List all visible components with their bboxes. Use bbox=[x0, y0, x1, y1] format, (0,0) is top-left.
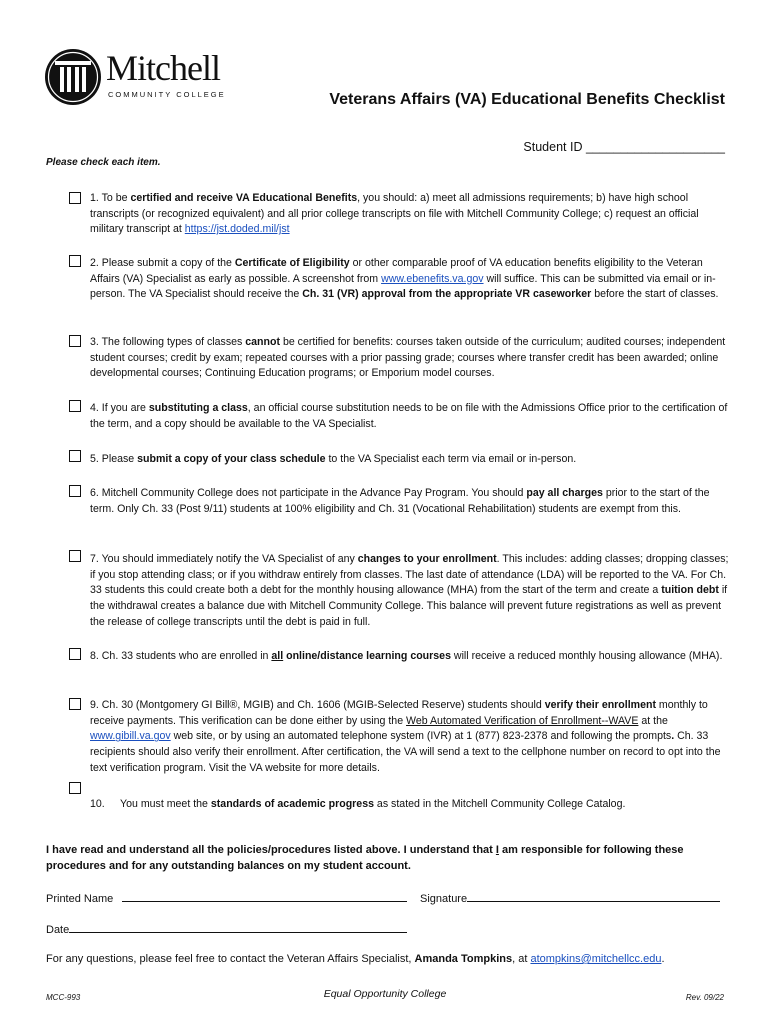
checklist-item-9: 9. Ch. 30 (Montgomery GI Bill®, MGIB) and Ch. 1606 (MGIB-Selected Reserve) students should verify their enrollment monthly to receive payments. This verification can be done either by using the Web Automated Verification of Enrollment--WAVE at the www.gibill.va.gov web site, or by using an automated telephone system (IVR) at 1 (877) 823-2378 and following the prompts. Ch. 33 recipients should also verify their enrollment. After certification, the VA will send a text to the cellphone number on record to opt into the text verification program. Visit the VA website for more details. bbox=[90, 699, 721, 774]
checklist-item-4: 4. If you are substituting a class, an official course substitution needs to be on file with the Admissions Office prior to the certification of the term, and a copy should be available to the VA Specialist. bbox=[90, 402, 728, 430]
signature-label: Signature bbox=[420, 893, 468, 905]
email-link[interactable]: atompkins@mitchellcc.edu bbox=[530, 953, 662, 965]
form-code: MCC-993 bbox=[46, 993, 81, 1002]
checklist-item-7: 7. You should immediately notify the VA Specialist of any changes to your enrollment. This includes: adding classes; dropping classes; if you stop attending class; or if you withdraw entirely from classes. The last date of attendance (LDA) will be reported to the VA. For Ch. 33 students this could create both a debt for the monthly housing allowance (MHA) from the start of the term and create a tuition debt if the withdrawal creates a balance due with Mitchell Community College. This balance will prevent future registrations as well as prevent the release of college transcripts until the debt is paid in full. bbox=[90, 553, 729, 628]
checklist-item-1: 1. To be certified and receive VA Educational Benefits, you should: a) meet all admissions requirements; b) have high school transcripts (or recognized equivalent) and all prior college transcripts on file with Mitchell Community College; c) request an official military transcript at https://jst.doded.mil/jst bbox=[90, 192, 699, 236]
checkbox-item-8[interactable] bbox=[69, 648, 81, 660]
date-label: Date bbox=[46, 924, 70, 936]
ebenefits-link[interactable]: www.ebenefits.va.gov bbox=[381, 272, 484, 285]
checkbox-item-4[interactable] bbox=[69, 400, 81, 412]
date-field[interactable] bbox=[46, 921, 407, 936]
checkbox-item-2[interactable] bbox=[69, 255, 81, 267]
footer-eoc: Equal Opportunity College bbox=[323, 988, 447, 1000]
page-title: Veterans Affairs (VA) Educational Benefits Checklist bbox=[329, 91, 725, 108]
checklist-item-2: 2. Please submit a copy of the Certificate of Eligibility or other comparable proof of VA education benefits eligibility to the Veteran Affairs (VA) Specialist as early as possible. A screenshot from www.ebenefits.va.gov will suffice. This can be submitted via email or in-person. The VA Specialist should receive the Ch. 31 (VR) approval from the appropriate VR caseworker before the start of classes. bbox=[90, 257, 719, 301]
contact-line: For any questions, please feel free to contact the Veteran Affairs Specialist, Amanda Tompkins, at atompkins@mitchellcc.edu. bbox=[46, 953, 665, 965]
checklist-item-8: 8. Ch. 33 students who are enrolled in all online/distance learning courses will receive a reduced monthly housing allowance (MHA). bbox=[90, 650, 723, 662]
printed-name-field[interactable] bbox=[46, 890, 407, 905]
revision-date: Rev. 09/22 bbox=[685, 993, 724, 1002]
instruction-text: Please check each item. bbox=[46, 157, 161, 168]
checkbox-item-6[interactable] bbox=[69, 485, 81, 497]
wave-link[interactable]: Web Automated Verification of Enrollment--WAVE bbox=[406, 714, 639, 727]
checkbox-item-10[interactable] bbox=[69, 782, 81, 794]
student-id-field[interactable]: Student ID ____________________ bbox=[523, 140, 725, 154]
acknowledgement-statement: I have read and understand all the policies/procedures listed above. I understand that I am responsible for following these procedures and for any outstanding balances on my student account. bbox=[46, 844, 684, 872]
printed-name-label: Printed Name bbox=[46, 893, 114, 905]
logo-subtitle: COMMUNITY COLLEGE bbox=[108, 90, 226, 99]
checklist-item-6: 6. Mitchell Community College does not participate in the Advance Pay Program. You should pay all charges prior to the start of the term. Only Ch. 33 (Post 9/11) students at 100% eligibility and Ch. 31 (Vocational Rehabilitation) students are exempt from this. bbox=[90, 487, 710, 515]
signature-field[interactable] bbox=[420, 890, 720, 905]
logo-name: Mitchell bbox=[106, 48, 220, 88]
checkbox-item-5[interactable] bbox=[69, 450, 81, 462]
checkbox-item-9[interactable] bbox=[69, 698, 81, 710]
checkbox-item-7[interactable] bbox=[69, 550, 81, 562]
checklist-item-5: 5. Please submit a copy of your class schedule to the VA Specialist each term via email or in-person. bbox=[90, 453, 577, 465]
checklist-item-10: 10. You must meet the standards of academic progress as stated in the Mitchell Community College Catalog. bbox=[90, 798, 626, 810]
checkbox-item-3[interactable] bbox=[69, 335, 81, 347]
checklist-item-3: 3. The following types of classes cannot be certified for benefits: courses taken outside of the curriculum; audited courses; independent student courses; credit by exam; repeated courses with a prior passing grade; courses where transfer credit has been awarded; online developmental courses; Continuing Education programs; or Emporium model courses. bbox=[90, 336, 726, 380]
gibill-link[interactable]: www.gibill.va.gov bbox=[90, 730, 171, 743]
jst-link[interactable]: https://jst.doded.mil/jst bbox=[184, 223, 290, 236]
checkbox-item-1[interactable] bbox=[69, 192, 81, 204]
